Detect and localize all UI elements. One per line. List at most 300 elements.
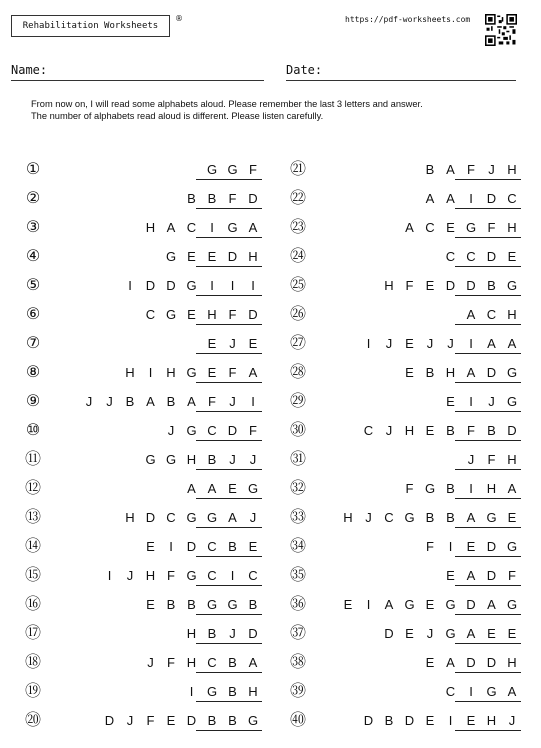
- answer-letter: B: [228, 655, 237, 670]
- item-number: ㉜: [289, 478, 306, 497]
- prompt-letter: E: [146, 597, 155, 612]
- prompt-letter: B: [425, 365, 435, 380]
- answer-underline: [455, 266, 521, 267]
- answer-letter: G: [247, 713, 259, 728]
- prompt-letter: E: [425, 655, 435, 670]
- answer-letter: A: [466, 568, 476, 583]
- answer-underline: [455, 701, 521, 702]
- answer-letter: D: [227, 249, 238, 264]
- answer-letter: H: [507, 307, 517, 322]
- prompt-letter: B: [446, 423, 455, 438]
- answer-letter: D: [466, 278, 476, 293]
- answer-letter: J: [229, 394, 236, 409]
- answer-letter: F: [249, 162, 257, 177]
- answer-underline: [196, 266, 262, 267]
- prompt-letter: B: [446, 510, 455, 525]
- answer-letter: A: [207, 481, 217, 496]
- prompt-letter: D: [363, 713, 374, 728]
- prompt-letter: F: [405, 278, 414, 293]
- answer-letter: J: [229, 626, 236, 641]
- prompt-letter: E: [425, 713, 435, 728]
- name-field[interactable]: [11, 63, 264, 81]
- answer-letter: F: [228, 365, 237, 380]
- prompt-letter: B: [425, 510, 435, 525]
- answer-underline: [455, 643, 521, 644]
- prompt-letter: D: [104, 713, 115, 728]
- item-number: ①: [25, 159, 41, 178]
- answer-letter: J: [488, 394, 495, 409]
- prompt-letter: I: [148, 365, 153, 380]
- answer-letter: A: [487, 336, 496, 351]
- answer-underline: [196, 643, 262, 644]
- answer-underline: [455, 208, 521, 209]
- prompt-letter: B: [125, 394, 135, 409]
- prompt-letter: E: [446, 220, 455, 235]
- answer-letter: J: [249, 510, 257, 525]
- prompt-letter: A: [146, 394, 155, 409]
- registered-mark: ®: [175, 14, 183, 23]
- answer-letter: G: [227, 162, 238, 177]
- answer-letter: A: [507, 684, 517, 699]
- answer-letter: E: [487, 626, 496, 641]
- prompt-letter: G: [145, 452, 156, 467]
- prompt-letter: H: [145, 568, 156, 583]
- worksheet-title: Rehabilitation Worksheets: [11, 15, 170, 37]
- answer-letter: J: [229, 336, 236, 351]
- answer-letter: J: [467, 452, 475, 467]
- answer-letter: H: [248, 684, 258, 699]
- item-number: ㉗: [289, 333, 306, 352]
- prompt-letter: B: [166, 394, 176, 409]
- answer-letter: D: [486, 249, 497, 264]
- answer-letter: A: [466, 510, 476, 525]
- prompt-letter: C: [445, 249, 456, 264]
- prompt-letter: G: [186, 278, 197, 293]
- prompt-letter: A: [446, 655, 455, 670]
- answer-underline: [196, 469, 262, 470]
- answer-underline: [196, 324, 262, 325]
- answer-letter: I: [210, 220, 214, 235]
- date-label: Date:: [286, 63, 323, 77]
- prompt-letter: H: [186, 452, 197, 467]
- item-number: ⑭: [24, 536, 41, 555]
- answer-letter: A: [248, 220, 258, 235]
- name-label: Name:: [11, 63, 48, 77]
- answer-underline: [196, 382, 262, 383]
- instructions: [31, 99, 531, 122]
- answer-letter: G: [206, 597, 218, 612]
- prompt-letter: G: [404, 597, 415, 612]
- answer-letter: I: [469, 394, 473, 409]
- prompt-letter: A: [166, 220, 176, 235]
- item-number: ㉘: [289, 362, 306, 381]
- answer-letter: I: [230, 568, 235, 583]
- answer-letter: G: [227, 220, 238, 235]
- item-number: ㊱: [289, 594, 306, 613]
- answer-letter: D: [486, 365, 497, 380]
- answer-letter: D: [466, 655, 476, 670]
- item-number: ㉖: [289, 304, 306, 323]
- instruction-line: The number of alphabets read aloud is different. Please listen carefully.: [31, 110, 324, 121]
- item-number: ⑯: [24, 594, 41, 613]
- prompt-letter: J: [385, 423, 393, 438]
- answer-letter: B: [207, 191, 217, 206]
- item-number: ⑬: [24, 507, 41, 526]
- answer-letter: A: [466, 626, 476, 641]
- answer-underline: [455, 730, 521, 731]
- answer-underline: [196, 411, 262, 412]
- answer-letter: E: [507, 510, 517, 525]
- answer-letter: G: [486, 684, 497, 699]
- prompt-letter: B: [187, 597, 196, 612]
- prompt-letter: D: [445, 278, 456, 293]
- answer-underline: [196, 353, 262, 354]
- answer-letter: H: [507, 220, 517, 235]
- prompt-letter: E: [187, 307, 196, 322]
- prompt-letter: I: [366, 336, 371, 351]
- prompt-letter: H: [186, 626, 197, 641]
- qr-code-icon: [485, 14, 517, 46]
- answer-letter: F: [228, 307, 237, 322]
- prompt-letter: E: [405, 626, 414, 641]
- date-field[interactable]: [286, 63, 516, 81]
- prompt-letter: A: [425, 191, 435, 206]
- item-number: ㊵: [289, 710, 306, 729]
- site-url[interactable]: https://pdf-worksheets.com: [345, 15, 471, 24]
- item-number: ④: [25, 246, 41, 265]
- item-number: ⑳: [24, 710, 41, 729]
- answer-letter: D: [486, 191, 497, 206]
- answer-letter: D: [507, 423, 517, 438]
- answer-letter: D: [248, 191, 258, 206]
- answer-underline: [455, 179, 521, 180]
- answer-letter: C: [207, 539, 217, 554]
- answer-letter: G: [227, 597, 238, 612]
- answer-letter: B: [207, 452, 217, 467]
- prompt-letter: A: [405, 220, 414, 235]
- answer-underline: [455, 498, 521, 499]
- answer-letter: H: [207, 307, 217, 322]
- item-number: ㉔: [289, 246, 306, 265]
- prompt-letter: D: [384, 626, 394, 641]
- answer-underline: [455, 672, 521, 673]
- prompt-letter: B: [384, 713, 394, 728]
- answer-letter: J: [488, 162, 495, 177]
- answer-underline: [455, 411, 521, 412]
- answer-letter: D: [486, 539, 497, 554]
- answer-letter: H: [248, 249, 258, 264]
- answer-letter: I: [210, 278, 214, 293]
- prompt-letter: H: [145, 220, 156, 235]
- prompt-letter: G: [186, 365, 197, 380]
- answer-letter: A: [248, 365, 258, 380]
- answer-letter: C: [248, 568, 258, 583]
- prompt-letter: C: [384, 510, 394, 525]
- prompt-letter: I: [448, 539, 453, 554]
- prompt-letter: E: [405, 365, 414, 380]
- prompt-letter: I: [128, 278, 132, 293]
- prompt-letter: H: [343, 510, 353, 525]
- prompt-letter: A: [446, 162, 455, 177]
- prompt-letter: C: [445, 684, 456, 699]
- answer-letter: C: [207, 568, 217, 583]
- instruction-line: From now on, I will read some alphabets aloud. Please remember the last 3 letters and answer.: [31, 99, 423, 109]
- answer-letter: G: [506, 278, 518, 293]
- answer-letter: F: [228, 191, 237, 206]
- answer-underline: [455, 556, 521, 557]
- answer-letter: E: [248, 539, 258, 554]
- item-number: ⑨: [25, 391, 41, 410]
- prompt-letter: G: [445, 597, 456, 612]
- prompt-letter: C: [363, 423, 374, 438]
- answer-underline: [196, 730, 262, 731]
- answer-letter: J: [508, 713, 516, 728]
- answer-letter: G: [506, 597, 518, 612]
- answer-letter: B: [228, 713, 237, 728]
- item-number: ⑧: [25, 362, 41, 381]
- answer-letter: C: [486, 307, 497, 322]
- prompt-letter: B: [166, 597, 176, 612]
- prompt-letter: B: [187, 191, 196, 206]
- answer-letter: J: [229, 452, 236, 467]
- answer-letter: A: [466, 307, 476, 322]
- item-number: ㉞: [289, 536, 306, 555]
- answer-letter: H: [507, 452, 517, 467]
- answer-letter: F: [467, 162, 475, 177]
- answer-letter: G: [486, 510, 497, 525]
- answer-letter: D: [248, 307, 258, 322]
- item-number: ㊴: [289, 681, 306, 700]
- answer-underline: [455, 353, 521, 354]
- answer-letter: F: [467, 423, 475, 438]
- answer-letter: A: [507, 336, 517, 351]
- answer-letter: C: [507, 191, 517, 206]
- prompt-letter: I: [366, 597, 371, 612]
- prompt-letter: E: [425, 278, 435, 293]
- answer-letter: A: [228, 510, 237, 525]
- prompt-letter: E: [166, 713, 176, 728]
- prompt-letter: J: [426, 626, 434, 641]
- answer-underline: [196, 556, 262, 557]
- answer-letter: H: [507, 655, 517, 670]
- answer-letter: F: [487, 452, 496, 467]
- prompt-letter: G: [445, 626, 456, 641]
- answer-letter: C: [207, 655, 217, 670]
- answer-letter: G: [506, 539, 518, 554]
- prompt-letter: G: [186, 510, 197, 525]
- answer-underline: [196, 237, 262, 238]
- prompt-letter: H: [186, 655, 197, 670]
- answer-letter: E: [507, 626, 517, 641]
- prompt-letter: D: [166, 278, 176, 293]
- answer-underline: [455, 295, 521, 296]
- answer-letter: I: [251, 394, 255, 409]
- item-number: ㉕: [289, 275, 306, 294]
- answer-letter: F: [508, 568, 516, 583]
- prompt-letter: G: [186, 423, 197, 438]
- prompt-letter: G: [404, 510, 415, 525]
- answer-letter: I: [469, 481, 473, 496]
- prompt-letter: C: [145, 307, 156, 322]
- answer-letter: B: [228, 684, 237, 699]
- item-number: ⑰: [24, 623, 41, 642]
- prompt-letter: A: [187, 394, 196, 409]
- prompt-letter: F: [146, 713, 155, 728]
- answer-letter: H: [486, 713, 497, 728]
- prompt-letter: B: [425, 162, 435, 177]
- answer-underline: [455, 614, 521, 615]
- prompt-letter: A: [384, 597, 394, 612]
- prompt-letter: G: [165, 249, 177, 264]
- prompt-letter: D: [145, 510, 156, 525]
- item-number: ⑮: [24, 565, 41, 584]
- answer-underline: [196, 295, 262, 296]
- answer-letter: G: [506, 394, 518, 409]
- answer-underline: [196, 179, 262, 180]
- answer-letter: F: [208, 394, 216, 409]
- answer-letter: I: [469, 191, 473, 206]
- prompt-letter: H: [445, 365, 456, 380]
- prompt-letter: B: [446, 481, 455, 496]
- answer-underline: [455, 382, 521, 383]
- answer-letter: B: [487, 423, 496, 438]
- answer-letter: H: [486, 481, 497, 496]
- answer-letter: I: [251, 278, 255, 293]
- prompt-letter: F: [167, 568, 175, 583]
- answer-letter: H: [507, 162, 517, 177]
- answer-letter: E: [466, 539, 476, 554]
- item-number: ⑲: [24, 681, 41, 700]
- prompt-letter: I: [189, 684, 194, 699]
- answer-underline: [455, 585, 521, 586]
- prompt-letter: E: [425, 423, 435, 438]
- answer-letter: D: [486, 655, 497, 670]
- answer-underline: [196, 585, 262, 586]
- answer-underline: [455, 527, 521, 528]
- answer-letter: F: [487, 220, 496, 235]
- item-number: ㉙: [289, 391, 306, 410]
- answer-letter: E: [507, 249, 517, 264]
- prompt-letter: I: [107, 568, 112, 583]
- prompt-letter: E: [446, 394, 455, 409]
- answer-underline: [455, 324, 521, 325]
- answer-underline: [455, 440, 521, 441]
- answer-underline: [196, 498, 262, 499]
- item-number: ⑫: [24, 478, 41, 497]
- prompt-letter: C: [166, 510, 176, 525]
- prompt-letter: F: [167, 655, 175, 670]
- answer-letter: C: [207, 423, 217, 438]
- item-number: ㉒: [289, 188, 306, 207]
- prompt-letter: C: [186, 220, 197, 235]
- prompt-letter: D: [186, 713, 197, 728]
- prompt-letter: E: [425, 597, 435, 612]
- item-number: ⑪: [24, 449, 41, 468]
- item-number: ㊲: [289, 623, 306, 642]
- answer-letter: I: [230, 278, 235, 293]
- prompt-letter: G: [165, 307, 177, 322]
- answer-letter: B: [228, 539, 237, 554]
- item-number: ⑦: [25, 333, 41, 352]
- prompt-letter: D: [145, 278, 156, 293]
- answer-underline: [196, 672, 262, 673]
- answer-letter: B: [487, 278, 496, 293]
- item-number: ㉝: [289, 507, 306, 526]
- answer-letter: B: [207, 713, 217, 728]
- prompt-letter: E: [146, 539, 155, 554]
- prompt-letter: J: [365, 510, 372, 525]
- prompt-letter: J: [126, 713, 134, 728]
- answer-letter: A: [248, 655, 258, 670]
- answer-letter: I: [469, 336, 473, 351]
- prompt-letter: H: [384, 278, 394, 293]
- item-number: ㊳: [289, 652, 306, 671]
- answer-letter: D: [227, 423, 238, 438]
- prompt-letter: J: [147, 655, 154, 670]
- item-number: ③: [25, 217, 41, 236]
- item-number: ⑤: [25, 275, 41, 294]
- answer-letter: F: [249, 423, 257, 438]
- prompt-letter: I: [448, 713, 453, 728]
- prompt-letter: I: [169, 539, 173, 554]
- prompt-letter: D: [404, 713, 415, 728]
- prompt-letter: J: [447, 336, 454, 351]
- prompt-letter: J: [385, 336, 393, 351]
- answer-letter: B: [207, 626, 217, 641]
- answer-letter: D: [248, 626, 258, 641]
- answer-letter: E: [207, 249, 217, 264]
- prompt-letter: E: [446, 568, 455, 583]
- prompt-letter: H: [166, 365, 176, 380]
- answer-letter: J: [249, 452, 257, 467]
- item-number: ⑥: [25, 304, 41, 323]
- prompt-letter: J: [85, 394, 93, 409]
- answer-letter: E: [248, 336, 258, 351]
- prompt-letter: G: [186, 568, 197, 583]
- item-number: ⑱: [24, 652, 41, 671]
- prompt-letter: F: [405, 481, 414, 496]
- item-number: ㉛: [289, 449, 306, 468]
- prompt-letter: D: [186, 539, 197, 554]
- prompt-letter: J: [106, 394, 113, 409]
- prompt-letter: J: [167, 423, 175, 438]
- prompt-letter: J: [426, 336, 434, 351]
- answer-underline: [455, 237, 521, 238]
- answer-underline: [196, 614, 262, 615]
- answer-letter: A: [507, 481, 517, 496]
- prompt-letter: E: [187, 249, 196, 264]
- item-number: ⑩: [25, 420, 41, 439]
- answer-letter: E: [228, 481, 237, 496]
- item-number: ㉓: [289, 217, 306, 236]
- answer-underline: [455, 469, 521, 470]
- answer-letter: G: [465, 220, 477, 235]
- prompt-letter: E: [405, 336, 414, 351]
- item-number: ②: [25, 188, 41, 207]
- prompt-letter: G: [165, 452, 177, 467]
- prompt-letter: G: [424, 481, 436, 496]
- answer-letter: G: [206, 510, 218, 525]
- answer-letter: I: [469, 684, 473, 699]
- answer-letter: G: [206, 684, 218, 699]
- item-number: ㉚: [289, 420, 306, 439]
- prompt-letter: C: [425, 220, 435, 235]
- prompt-letter: E: [343, 597, 353, 612]
- prompt-letter: A: [187, 481, 196, 496]
- answer-letter: B: [248, 597, 258, 612]
- prompt-letter: F: [426, 539, 434, 554]
- item-number: ㉑: [289, 159, 306, 178]
